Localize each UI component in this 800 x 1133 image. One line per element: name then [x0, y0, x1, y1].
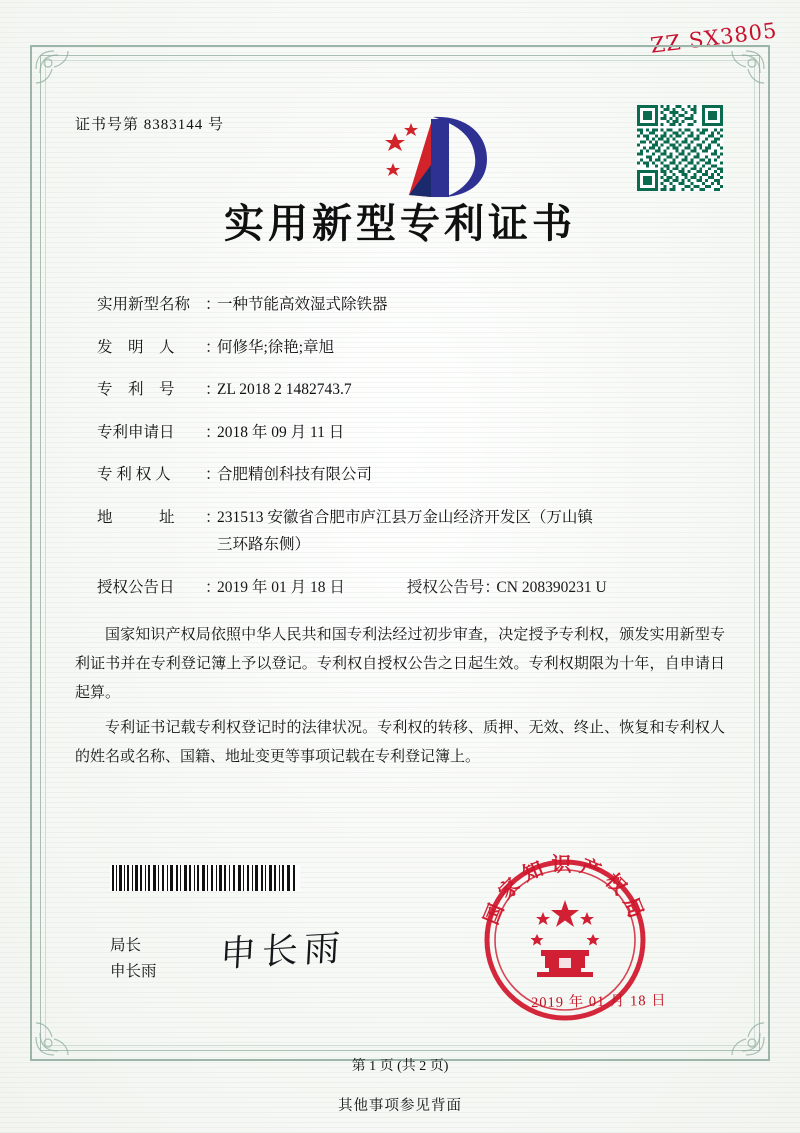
- field-colon: ：: [205, 423, 221, 441]
- announcement-number-label: 授权公告号: [406, 578, 485, 596]
- field-value-address: [217, 510, 725, 553]
- announcement-number-value: CN 208390231 U: [496, 578, 607, 596]
- field-label: 专 利 号: [97, 381, 175, 398]
- paragraph-2: 专利证书记载专利权登记时的法律状况。专利权的转移、质押、无效、终止、恢复和专利权人的姓名或名称、国籍、地址变更等事项记载在专利登记簿上。: [75, 720, 725, 765]
- field-colon: ：: [205, 338, 221, 356]
- field-row-announcement: [97, 580, 725, 596]
- field-value: 合肥精创科技有限公司: [217, 466, 373, 483]
- field-row-patentee: [97, 467, 725, 483]
- field-value: ZL 2018 2 1482743.7: [217, 381, 352, 398]
- paragraph-1: 国家知识产权局依照中华人民共和国专利法经过初步审查，决定授予专利权，颁发实用新型专利证书并在专利登记簿上予以登记。专利权自授权公告之日起生效。专利权期限为十年，自申请日起算。: [75, 627, 725, 701]
- field-label: 专 利 权 人: [97, 466, 171, 483]
- field-row-patent-number: [97, 382, 725, 398]
- signature-role: 局长: [110, 937, 142, 954]
- field-colon: ：: [484, 578, 500, 596]
- field-label: 发 明 人: [97, 338, 175, 356]
- footer-note: 其他事项参见背面: [338, 1098, 462, 1114]
- cnipa-logo-icon: [375, 105, 505, 205]
- address-line-1: 231513 安徽省合肥市庐江县万金山经济开发区（万山镇: [217, 508, 593, 526]
- address-line-2: 三环路东侧）: [217, 536, 311, 553]
- seal-date: 2019 年 01 月 18 日: [531, 992, 668, 1012]
- svg-text:国家知识产权局: 国家知识产权局: [478, 851, 652, 928]
- certificate-number: 证书号第 8383144 号: [75, 117, 225, 133]
- field-colon: ：: [205, 381, 221, 398]
- field-colon: ：: [205, 508, 221, 526]
- handwritten-signature: 申长雨: [218, 927, 347, 976]
- field-label: 地 址: [97, 508, 175, 526]
- field-colon: ：: [205, 296, 221, 313]
- field-value: 2018 年 09 月 11 日: [217, 423, 345, 441]
- legal-paragraphs: [75, 621, 725, 772]
- certificate-fields: [97, 297, 725, 595]
- field-colon: ：: [205, 578, 221, 596]
- field-row-name: [97, 297, 725, 313]
- field-row-application-date: [97, 425, 725, 441]
- announcement-date-label: 授权公告日: [97, 578, 175, 596]
- field-label: 实用新型名称: [97, 296, 191, 313]
- field-value: 何修华;徐艳;章旭: [217, 338, 335, 356]
- qr-code: [637, 105, 723, 191]
- field-row-inventor: [97, 340, 725, 356]
- signature-block: [110, 933, 157, 985]
- barcode: [110, 865, 300, 891]
- page-title: 实用新型专利证书: [224, 201, 576, 247]
- field-value: 一种节能高效湿式除铁器: [217, 296, 388, 313]
- field-colon: ：: [205, 466, 221, 483]
- page-indicator: 第 1 页 (共 2 页): [351, 1059, 449, 1074]
- signature-name: 申长雨: [110, 963, 157, 980]
- announcement-date-value: 2019 年 01 月 18 日: [217, 578, 345, 596]
- corner-ornament-icon: [710, 1001, 766, 1057]
- corner-ornament-icon: [34, 1001, 90, 1057]
- field-row-address: [97, 510, 725, 553]
- field-label: 专利申请日: [97, 423, 175, 441]
- certificate-content: [75, 95, 725, 1074]
- handwritten-code: ZZ SX3805: [649, 18, 779, 58]
